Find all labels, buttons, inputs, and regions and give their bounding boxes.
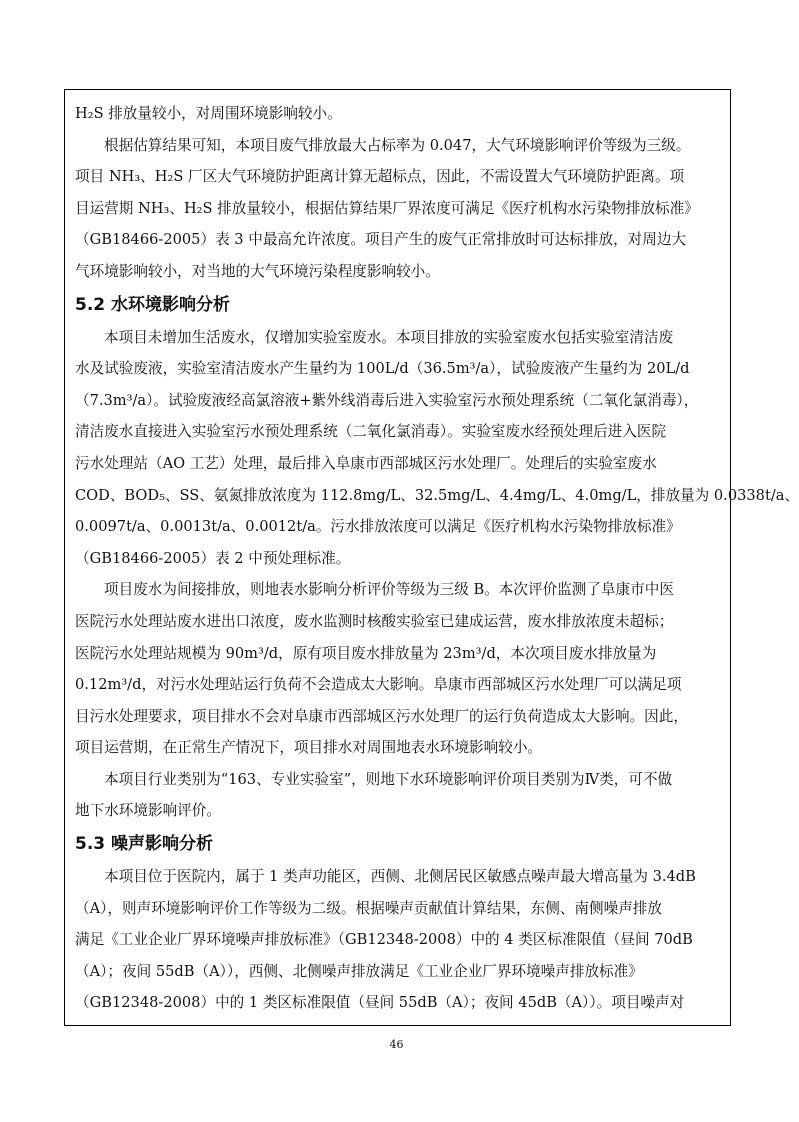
text-line: 本项目行业类别为“163、专业实验室”，则地下水环境影响评价项目类别为Ⅳ类，可不做 [104,770,673,788]
text-line: （GB12348-2008）中的 1 类区标准限值（昼间 55dB（A）；夜间 45dB（A））。项目噪声对 [75,994,685,1012]
text-line: 地下水环境影响评价。 [75,802,221,820]
text-line: COD、BOD₅、SS、氨氮排放浓度为 112.8mg/L、32.5mg/L、4.4mg/L、4.0mg/L，排放量为 0.0338t/a、 [75,486,799,504]
text-line: 医院污水处理站废水进出口浓度，废水监测时核酸实验室已建成运营，废水排放浓度未超标； [75,612,674,630]
text-line: 气环境影响较小，对当地的大气环境污染程度影响较小。 [75,262,440,280]
document-body [75,98,799,1019]
text-line: 项目运营期，在正常生产情况下，项目排水对周围地表水环境影响较小。 [75,739,543,757]
text-line: 0.12m³/d，对污水处理站运行负荷不会造成太大影响。阜康市西部城区污水处理厂可以满足项 [75,676,682,694]
section-heading: 5.2 水环境影响分析 [75,294,231,315]
text-line: 医院污水处理站规模为 90m³/d，原有项目废水排放量为 23m³/d，本次项目废水排放量为 [75,644,657,662]
text-line: 项目 NH₃、H₂S 厂区大气环境防护距离计算无超标点，因此，不需设置大气环境防护距离。项 [75,168,685,186]
text-line: （A）；夜间 55dB（A）），西侧、北侧噪声排放满足《工业企业厂界环境噪声排放标准》 [75,962,643,980]
section-heading: 5.3 噪声影响分析 [75,834,214,855]
text-line: 目污水处理要求，项目排水不会对阜康市西部城区污水处理厂的运行负荷造成太大影响。因此， [75,707,688,725]
text-line: 水及试验废液，实验室清洁废水产生量约为 100L/d（36.5m³/a），试验废液产生量约为 20L/d [75,360,690,378]
text-line: 目运营期 NH₃、H₂S 排放量较小，根据估算结果厂界浓度可满足《医疗机构水污染物排放标准》 [75,199,699,217]
text-line: 满足《工业企业厂界环境噪声排放标准》（GB12348-2008）中的 4 类区标准限值（昼间 70dB [75,931,693,949]
text-line: 污水处理站（AO 工艺）处理，最后排入阜康市西部城区污水处理厂。处理后的实验室废水 [75,454,657,472]
text-line: 清洁废水直接进入实验室污水预处理系统（二氧化氯消毒）。实验室废水经预处理后进入医院 [75,423,667,441]
text-line: 0.0097t/a、0.0013t/a、0.0012t/a。污水排放浓度可以满足《医疗机构水污染物排放标准》 [75,518,681,536]
text-line: 根据估算结果可知，本项目废气排放最大占标率为 0.047，大气环境影响评价等级为三级。 [104,136,691,154]
page-number: 46 [389,1038,404,1051]
text-line: （GB18466-2005）表 2 中预处理标准。 [75,549,351,567]
text-line: （A），则声环境影响评价工作等级为二级。根据噪声贡献值计算结果，东侧、南侧噪声排放 [75,899,662,917]
text-line: 项目废水为间接排放，则地表水影响分析评价等级为三级 B。本次评价监测了阜康市中医 [104,581,674,599]
text-line: （7.3m³/a）。试验废液经高氯溶液+紫外线消毒后进入实验室污水预处理系统（二氧化氯消毒）， [75,391,699,409]
content-frame [64,89,799,1026]
text-line: （GB18466-2005）表 3 中最高允许浓度。项目产生的废气正常排放时可达标排放，对周边大 [75,231,687,249]
text-line: H₂S 排放量较小，对周围环境影响较小。 [75,105,342,122]
text-line: 本项目未增加生活废水，仅增加实验室废水。本项目排放的实验室废水包括实验室清洁废 [104,328,674,346]
text-line: 本项目位于医院内，属于 1 类声功能区，西侧、北侧居民区敏感点噪声最大增高量为 3.4dB [104,868,696,886]
